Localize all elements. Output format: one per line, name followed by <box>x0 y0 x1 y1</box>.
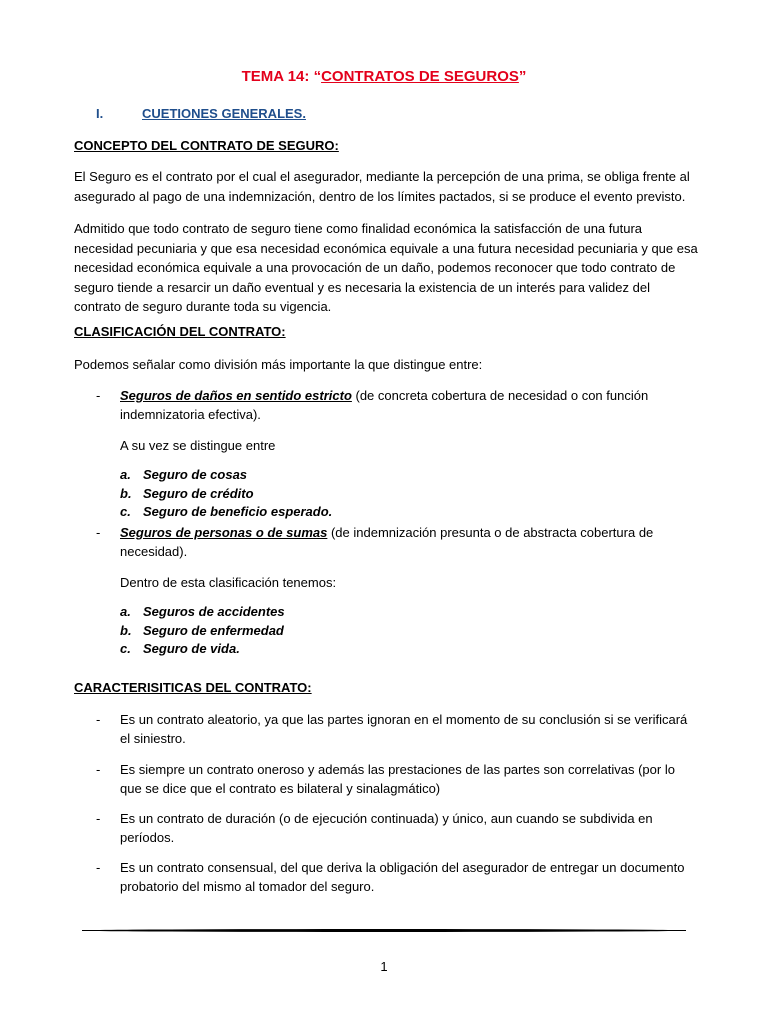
caracteristica-item: Es siempre un contrato oneroso y además las prestaciones de las partes son correlativas (por lo que se dice que el contrato es bilateral y sinalagmático) <box>120 762 675 796</box>
list-letter: a. <box>120 604 131 619</box>
list-item: Seguro de cosas <box>143 467 248 482</box>
list-item: Seguro de beneficio esperado. <box>143 504 333 519</box>
title-main: CONTRATOS DE SEGUROS <box>321 68 519 85</box>
document-title <box>0 68 768 85</box>
bullet-dash: - <box>96 811 101 826</box>
list-letter: b. <box>120 486 132 501</box>
bullet-dash: - <box>96 712 101 727</box>
list-letter: c. <box>120 504 131 519</box>
bullet-dash: - <box>96 762 101 777</box>
list-letter: c. <box>120 641 131 656</box>
clasificacion-heading: CLASIFICACIÓN DEL CONTRATO: <box>74 324 286 339</box>
concepto-heading: CONCEPTO DEL CONTRATO DE SEGURO: <box>74 138 339 153</box>
danos-sub-intro: A su vez se distingue entre <box>120 438 276 453</box>
section-title: CUETIONES GENERALES. <box>142 106 306 121</box>
list-item: Seguro de crédito <box>143 486 254 501</box>
caracteristica-item: Es un contrato aleatorio, ya que las partes ignoran en el momento de su conclusión si se verificará el siniestro. <box>120 712 688 746</box>
danos-term: Seguros de daños en sentido estricto <box>120 388 352 403</box>
footer-rule-line <box>82 930 686 931</box>
list-item: Seguro de enfermedad <box>143 623 284 638</box>
personas-bullet <box>120 523 698 561</box>
section-number: I. <box>96 106 104 121</box>
clasificacion-intro: Podemos señalar como división más importante la que distingue entre: <box>74 357 483 372</box>
personas-sub-intro: Dentro de esta clasificación tenemos: <box>120 575 337 590</box>
personas-desc: (de indemnización presunta o de abstracta cobertura de necesidad). <box>120 525 654 559</box>
caracteristica-item: Es un contrato consensual, del que deriva la obligación del asegurador de entregar un documento probatorio del mismo al tomador del seguro. <box>120 860 685 894</box>
concepto-paragraph-1: El Seguro es el contrato por el cual el asegurador, mediante la percepción de una prima, se obliga frente al asegurado al pago de una indemnización, dentro de los límites pactados, si se produce el evento previsto. <box>74 169 690 204</box>
bullet-dash: - <box>96 388 101 403</box>
personas-term: Seguros de personas o de sumas <box>120 525 328 540</box>
danos-bullet <box>120 386 698 424</box>
bullet-dash: - <box>96 525 101 540</box>
list-letter: a. <box>120 467 131 482</box>
list-item: Seguros de accidentes <box>143 604 285 619</box>
caracteristica-item: Es un contrato de duración (o de ejecución continuada) y único, aun cuando se subdivida en períodos. <box>120 811 653 845</box>
title-suffix: ” <box>518 68 527 85</box>
danos-desc: (de concreta cobertura de necesidad o con función indemnizatoria efectiva). <box>120 388 649 422</box>
concepto-paragraph-2: Admitido que todo contrato de seguro tiene como finalidad económica la satisfacción de una futura necesidad pecuniaria y que esa necesidad económica equivale a una futura necesidad pecuniaria y que esa necesidad económica equivale a una provocación de un daño, podemos reconocer que todo contrato de seguro tiende a resarcir un daño eventual y es necesaria la existencia de un interés para validez del contrato de seguro durante toda su vigencia. <box>74 221 698 314</box>
list-item: Seguro de vida. <box>143 641 240 656</box>
bullet-dash: - <box>96 860 101 875</box>
page-number: 1 <box>380 959 388 974</box>
caracteristicas-heading: CARACTERISITICAS DEL CONTRATO: <box>74 680 312 695</box>
title-prefix: TEMA 14: “ <box>241 68 322 85</box>
list-letter: b. <box>120 623 132 638</box>
